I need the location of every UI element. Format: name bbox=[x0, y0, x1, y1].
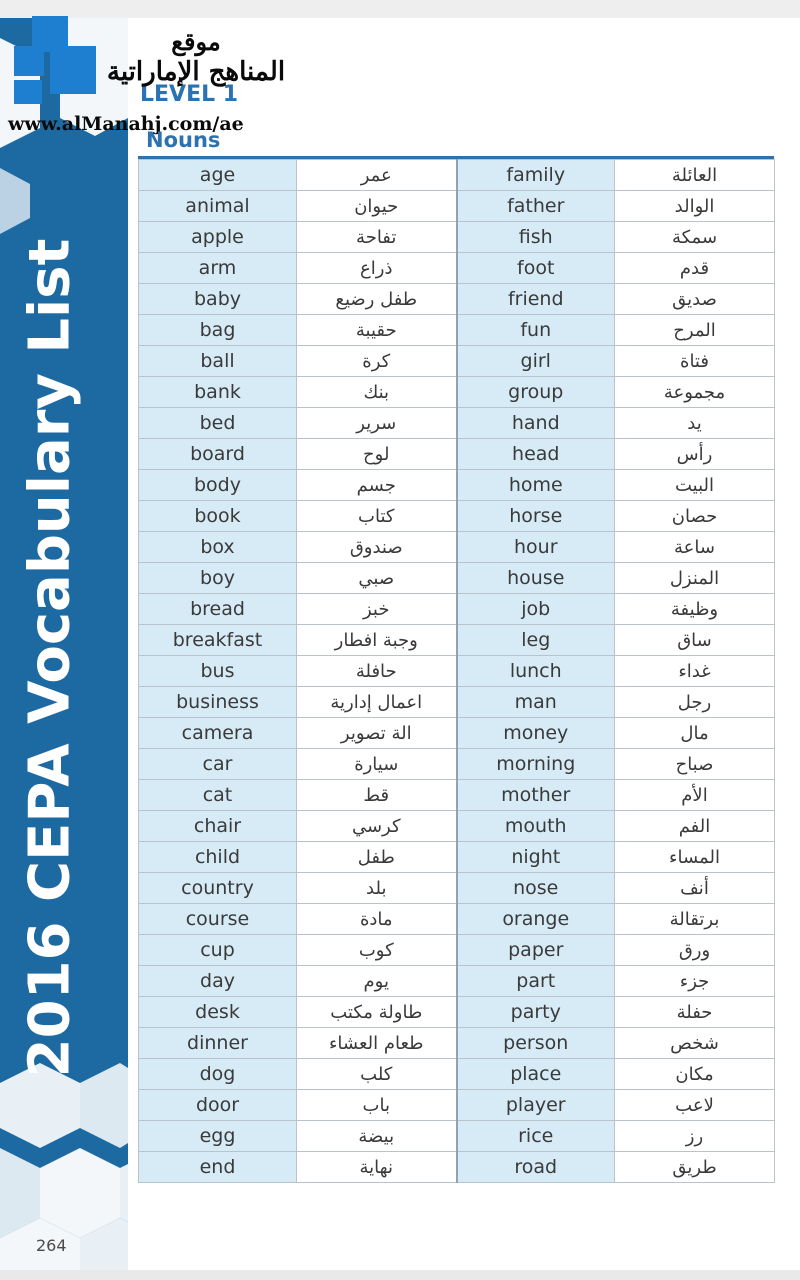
english-word: hour bbox=[457, 532, 615, 563]
arabic-translation: طفل رضيع bbox=[297, 284, 457, 315]
table-row bbox=[139, 811, 775, 842]
table-row bbox=[139, 439, 775, 470]
arabic-translation: العائلة bbox=[615, 160, 775, 191]
arabic-translation: اعمال إدارية bbox=[297, 687, 457, 718]
english-word: head bbox=[457, 439, 615, 470]
table-row bbox=[139, 718, 775, 749]
arabic-translation: طريق bbox=[615, 1152, 775, 1183]
table-row bbox=[139, 780, 775, 811]
level-label: LEVEL 1 bbox=[140, 82, 239, 107]
arabic-translation: حيوان bbox=[297, 191, 457, 222]
english-word: house bbox=[457, 563, 615, 594]
arabic-translation: تفاحة bbox=[297, 222, 457, 253]
arabic-translation: حقيبة bbox=[297, 315, 457, 346]
arabic-translation: الفم bbox=[615, 811, 775, 842]
english-word: business bbox=[139, 687, 297, 718]
english-word: egg bbox=[139, 1121, 297, 1152]
watermark-line-2: المناهج الإماراتية bbox=[106, 57, 286, 87]
arabic-translation: نهاية bbox=[297, 1152, 457, 1183]
english-word: boy bbox=[139, 563, 297, 594]
english-word: bag bbox=[139, 315, 297, 346]
english-word: man bbox=[457, 687, 615, 718]
arabic-translation: بلد bbox=[297, 873, 457, 904]
table-row bbox=[139, 935, 775, 966]
arabic-translation: الأم bbox=[615, 780, 775, 811]
english-word: book bbox=[139, 501, 297, 532]
english-word: fish bbox=[457, 222, 615, 253]
arabic-translation: رز bbox=[615, 1121, 775, 1152]
english-word: mother bbox=[457, 780, 615, 811]
table-row bbox=[139, 315, 775, 346]
english-word: family bbox=[457, 160, 615, 191]
english-word: mouth bbox=[457, 811, 615, 842]
english-word: ball bbox=[139, 346, 297, 377]
table-row bbox=[139, 1121, 775, 1152]
arabic-translation: حصان bbox=[615, 501, 775, 532]
english-word: player bbox=[457, 1090, 615, 1121]
arabic-translation: صندوق bbox=[297, 532, 457, 563]
english-word: body bbox=[139, 470, 297, 501]
english-word: door bbox=[139, 1090, 297, 1121]
english-word: country bbox=[139, 873, 297, 904]
arabic-translation: رأس bbox=[615, 439, 775, 470]
table-row bbox=[139, 873, 775, 904]
table-row bbox=[139, 997, 775, 1028]
table-row bbox=[139, 532, 775, 563]
table-row bbox=[139, 749, 775, 780]
arabic-translation: طاولة مكتب bbox=[297, 997, 457, 1028]
arabic-translation: كتاب bbox=[297, 501, 457, 532]
arabic-translation: كرة bbox=[297, 346, 457, 377]
arabic-translation: مجموعة bbox=[615, 377, 775, 408]
arabic-translation: مادة bbox=[297, 904, 457, 935]
english-word: apple bbox=[139, 222, 297, 253]
table-row bbox=[139, 563, 775, 594]
english-word: bus bbox=[139, 656, 297, 687]
english-word: course bbox=[139, 904, 297, 935]
table-row bbox=[139, 1059, 775, 1090]
english-word: orange bbox=[457, 904, 615, 935]
arabic-translation: سيارة bbox=[297, 749, 457, 780]
arabic-translation: بنك bbox=[297, 377, 457, 408]
english-word: child bbox=[139, 842, 297, 873]
english-word: chair bbox=[139, 811, 297, 842]
arabic-translation: قدم bbox=[615, 253, 775, 284]
english-word: lunch bbox=[457, 656, 615, 687]
arabic-translation: غداء bbox=[615, 656, 775, 687]
table-row bbox=[139, 191, 775, 222]
watermark bbox=[96, 28, 296, 88]
arabic-translation: لاعب bbox=[615, 1090, 775, 1121]
table-row bbox=[139, 160, 775, 191]
english-word: home bbox=[457, 470, 615, 501]
table-row bbox=[139, 346, 775, 377]
english-word: cup bbox=[139, 935, 297, 966]
arabic-translation: طفل bbox=[297, 842, 457, 873]
table-row bbox=[139, 842, 775, 873]
arabic-translation: سرير bbox=[297, 408, 457, 439]
english-word: father bbox=[457, 191, 615, 222]
watermark-url: www.alManahj.com/ae bbox=[8, 113, 244, 135]
arabic-translation: شخص bbox=[615, 1028, 775, 1059]
arabic-translation: سمكة bbox=[615, 222, 775, 253]
table-row bbox=[139, 625, 775, 656]
english-word: bank bbox=[139, 377, 297, 408]
english-word: group bbox=[457, 377, 615, 408]
table-row bbox=[139, 1090, 775, 1121]
english-word: camera bbox=[139, 718, 297, 749]
english-word: day bbox=[139, 966, 297, 997]
arabic-translation: بيضة bbox=[297, 1121, 457, 1152]
table-row bbox=[139, 904, 775, 935]
english-word: board bbox=[139, 439, 297, 470]
english-word: girl bbox=[457, 346, 615, 377]
arabic-translation: ساعة bbox=[615, 532, 775, 563]
arabic-translation: ذراع bbox=[297, 253, 457, 284]
arabic-translation: خبز bbox=[297, 594, 457, 625]
english-word: bread bbox=[139, 594, 297, 625]
vocabulary-table bbox=[138, 159, 775, 1183]
arabic-translation: فتاة bbox=[615, 346, 775, 377]
table-row bbox=[139, 656, 775, 687]
arabic-translation: الة تصوير bbox=[297, 718, 457, 749]
table-row bbox=[139, 377, 775, 408]
arabic-translation: كرسي bbox=[297, 811, 457, 842]
table-row bbox=[139, 966, 775, 997]
arabic-translation: أنف bbox=[615, 873, 775, 904]
table-row bbox=[139, 594, 775, 625]
english-word: foot bbox=[457, 253, 615, 284]
english-word: road bbox=[457, 1152, 615, 1183]
arabic-translation: وجبة افطار bbox=[297, 625, 457, 656]
english-word: bed bbox=[139, 408, 297, 439]
arabic-translation: كوب bbox=[297, 935, 457, 966]
english-word: baby bbox=[139, 284, 297, 315]
english-word: box bbox=[139, 532, 297, 563]
english-word: dinner bbox=[139, 1028, 297, 1059]
english-word: friend bbox=[457, 284, 615, 315]
arabic-translation: كلب bbox=[297, 1059, 457, 1090]
table-row bbox=[139, 222, 775, 253]
table-row bbox=[139, 284, 775, 315]
arabic-translation: صباح bbox=[615, 749, 775, 780]
table-row bbox=[139, 408, 775, 439]
arabic-translation: البيت bbox=[615, 470, 775, 501]
english-word: end bbox=[139, 1152, 297, 1183]
arabic-translation: مال bbox=[615, 718, 775, 749]
bottom-strip bbox=[0, 1270, 800, 1280]
watermark-line-1: موقع bbox=[171, 27, 221, 56]
arabic-translation: مكان bbox=[615, 1059, 775, 1090]
english-word: job bbox=[457, 594, 615, 625]
english-word: fun bbox=[457, 315, 615, 346]
table-row bbox=[139, 470, 775, 501]
arabic-translation: صبي bbox=[297, 563, 457, 594]
table-row bbox=[139, 1152, 775, 1183]
english-word: person bbox=[457, 1028, 615, 1059]
english-word: money bbox=[457, 718, 615, 749]
section-label: Nouns bbox=[146, 128, 221, 152]
english-word: car bbox=[139, 749, 297, 780]
arabic-translation: المنزل bbox=[615, 563, 775, 594]
table-row bbox=[139, 1028, 775, 1059]
top-strip bbox=[0, 0, 800, 18]
arabic-translation: يوم bbox=[297, 966, 457, 997]
arabic-translation: حافلة bbox=[297, 656, 457, 687]
arabic-translation: رجل bbox=[615, 687, 775, 718]
arabic-translation: باب bbox=[297, 1090, 457, 1121]
table-row bbox=[139, 501, 775, 532]
english-word: cat bbox=[139, 780, 297, 811]
arabic-translation: وظيفة bbox=[615, 594, 775, 625]
english-word: horse bbox=[457, 501, 615, 532]
arabic-translation: قط bbox=[297, 780, 457, 811]
side-band bbox=[0, 18, 128, 1270]
page-number: 264 bbox=[36, 1236, 67, 1255]
arabic-translation: يد bbox=[615, 408, 775, 439]
english-word: breakfast bbox=[139, 625, 297, 656]
english-word: rice bbox=[457, 1121, 615, 1152]
english-word: nose bbox=[457, 873, 615, 904]
english-word: animal bbox=[139, 191, 297, 222]
english-word: hand bbox=[457, 408, 615, 439]
english-word: leg bbox=[457, 625, 615, 656]
arabic-translation: الوالد bbox=[615, 191, 775, 222]
english-word: morning bbox=[457, 749, 615, 780]
english-word: desk bbox=[139, 997, 297, 1028]
arabic-translation: المرح bbox=[615, 315, 775, 346]
arabic-translation: صديق bbox=[615, 284, 775, 315]
table-row bbox=[139, 687, 775, 718]
arabic-translation: لوح bbox=[297, 439, 457, 470]
english-word: part bbox=[457, 966, 615, 997]
arabic-translation: ساق bbox=[615, 625, 775, 656]
english-word: night bbox=[457, 842, 615, 873]
english-word: age bbox=[139, 160, 297, 191]
english-word: dog bbox=[139, 1059, 297, 1090]
arabic-translation: جزء bbox=[615, 966, 775, 997]
arabic-translation: جسم bbox=[297, 470, 457, 501]
arabic-translation: عمر bbox=[297, 160, 457, 191]
arabic-translation: المساء bbox=[615, 842, 775, 873]
english-word: place bbox=[457, 1059, 615, 1090]
arabic-translation: برتقالة bbox=[615, 904, 775, 935]
arabic-translation: حفلة bbox=[615, 997, 775, 1028]
english-word: party bbox=[457, 997, 615, 1028]
english-word: paper bbox=[457, 935, 615, 966]
vocabulary-table-body bbox=[139, 160, 775, 1183]
arabic-translation: طعام العشاء bbox=[297, 1028, 457, 1059]
side-title: 2016 CEPA Vocabulary List bbox=[17, 238, 83, 1078]
arabic-translation: ورق bbox=[615, 935, 775, 966]
table-row bbox=[139, 253, 775, 284]
english-word: arm bbox=[139, 253, 297, 284]
